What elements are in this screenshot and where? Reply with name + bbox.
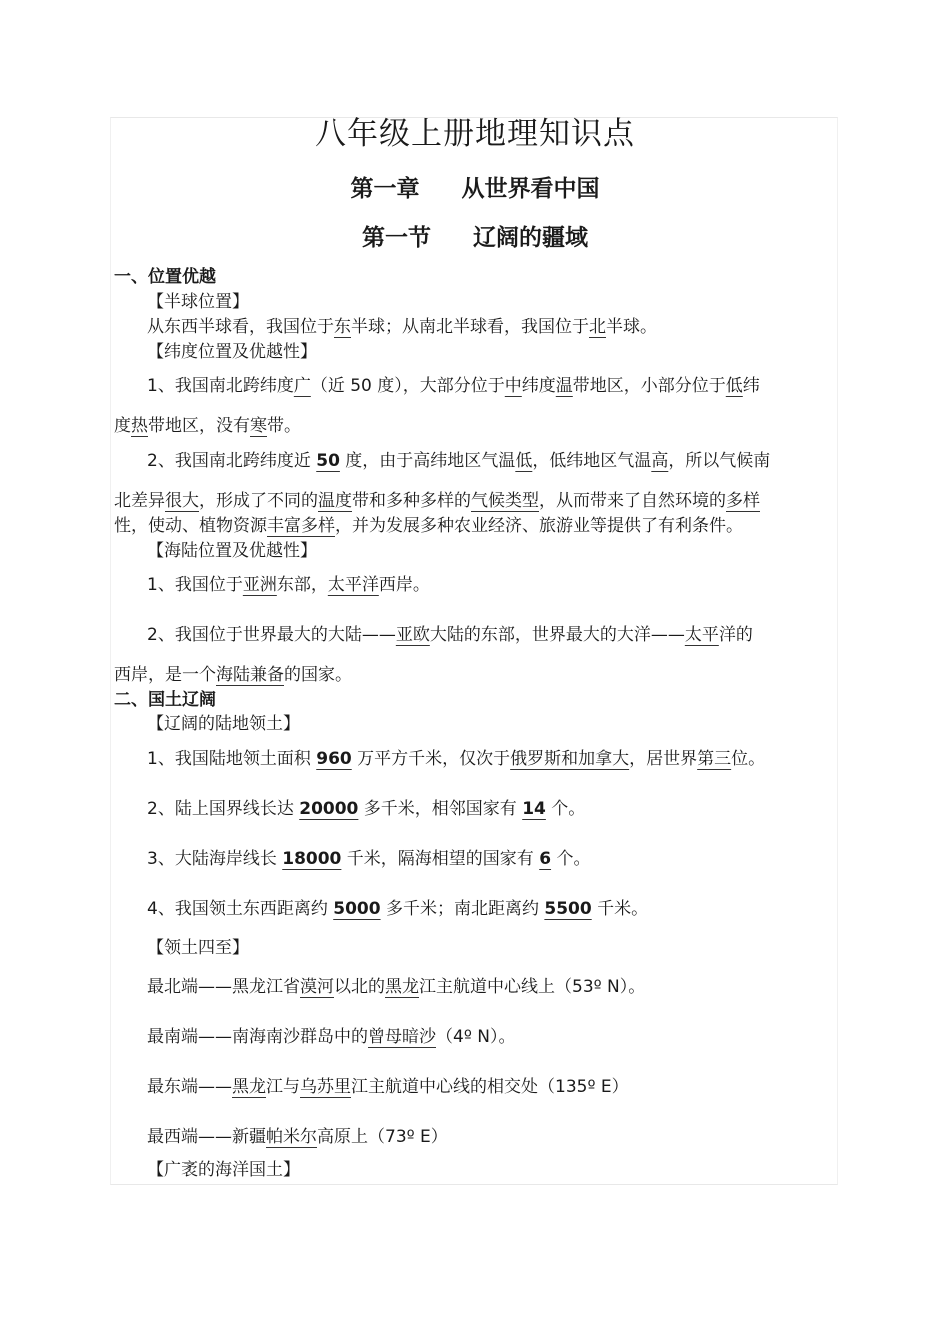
text-fragment: 1、我国位于 — [147, 575, 243, 595]
text-fragment: 亚洲 — [242, 575, 277, 595]
text-fragment: 最西端——新疆 — [147, 1127, 266, 1147]
text-fragment: 北差异 — [114, 491, 165, 511]
text-fragment: 帕米尔 — [266, 1127, 317, 1147]
heading-territory: 二、国土辽阔 — [114, 690, 216, 710]
text-fragment: 丰富多样 — [267, 516, 335, 536]
text-fragment: 很大 — [165, 491, 199, 511]
text-fragment: 万平方千米，仅次于 — [351, 749, 511, 769]
subheading-ocean: 【广袤的海洋国土】 — [147, 1160, 300, 1180]
text-fragment: 带。 — [267, 416, 301, 436]
text-fragment: 最东端—— — [147, 1077, 232, 1097]
text-sea-land-2b — [114, 665, 352, 685]
chapter-name: 从世界看中国 — [461, 176, 600, 202]
text-latitude-2c — [114, 516, 743, 536]
section-name: 辽阔的疆域 — [473, 225, 588, 251]
text-fragment: 高原上（73º E） — [317, 1127, 448, 1147]
text-fragment: 14 — [522, 799, 546, 819]
text-fragment: 个。 — [551, 849, 591, 869]
text-fragment: 的国家。 — [284, 665, 352, 685]
text-fragment: （近 50 度），大部分位于 — [310, 376, 505, 396]
text-fragment: 50 — [316, 451, 340, 471]
text-fragment: 东部， — [276, 575, 328, 595]
text-fragment: 俄罗斯和加拿大 — [510, 749, 630, 769]
text-south-end — [147, 1027, 515, 1047]
text-fragment: 乌苏里 — [300, 1077, 351, 1097]
text-fragment: 海陆兼备 — [216, 665, 284, 685]
section-number: 第一节 — [362, 225, 431, 251]
text-fragment: 寒 — [250, 416, 267, 436]
chapter-number: 第一章 — [350, 176, 420, 202]
subheading-latitude: 【纬度位置及优越性】 — [147, 342, 317, 362]
text-fragment: ，低纬地区气温 — [532, 451, 652, 471]
text-fragment: 太平 — [684, 625, 719, 645]
document-title: 八年级上册地理知识点 — [315, 116, 635, 152]
text-land-2 — [147, 799, 585, 819]
text-fragment: 亚欧 — [395, 625, 430, 645]
text-fragment: 2、陆上国界线长达 — [147, 799, 300, 819]
text-fragment: ，形成了不同的 — [199, 491, 318, 511]
text-fragment: 北 — [589, 317, 606, 337]
text-fragment: 气候类型 — [471, 491, 539, 511]
text-fragment: 3、大陆海岸线长 — [147, 849, 283, 869]
text-fragment: 半球。 — [606, 317, 657, 337]
text-fragment: 位。 — [731, 749, 766, 769]
text-latitude-1b — [114, 416, 301, 436]
text-sea-land-1 — [147, 575, 430, 595]
text-fragment: 大陆的东部，世界最大的大洋—— — [429, 625, 685, 645]
text-fragment: 江主航道中心线的相交处（135º E） — [351, 1077, 629, 1097]
text-fragment: 热 — [131, 416, 148, 436]
text-fragment: 西岸，是一个 — [114, 665, 216, 685]
chapter-title — [0, 170, 950, 203]
text-fragment: 洋的 — [718, 625, 753, 645]
text-north-end — [147, 977, 645, 997]
text-fragment: 从东西半球看，我国位于 — [147, 317, 334, 337]
text-fragment: 带地区，没有 — [148, 416, 250, 436]
text-fragment: 漠河 — [300, 977, 334, 997]
text-fragment: 1、我国南北跨纬度 — [147, 376, 294, 396]
text-fragment: 半球；从南北半球看，我国位于 — [351, 317, 589, 337]
text-fragment: 20000 — [299, 799, 359, 819]
text-fragment: 第三 — [697, 749, 732, 769]
text-land-1 — [147, 749, 765, 769]
text-fragment: 西岸。 — [378, 575, 430, 595]
text-fragment: 温度 — [318, 491, 352, 511]
text-fragment: 以北的 — [334, 977, 385, 997]
text-fragment: 带地区，小部分位于 — [572, 376, 726, 396]
text-fragment: 温 — [555, 376, 573, 396]
text-fragment: 960 — [316, 749, 352, 769]
text-fragment: （4º N）。 — [436, 1027, 516, 1047]
text-fragment: 黑龙 — [232, 1077, 266, 1097]
text-fragment: 6 — [539, 849, 552, 869]
subheading-extremes: 【领土四至】 — [147, 938, 249, 958]
text-hemisphere — [147, 317, 657, 337]
text-fragment: 东 — [334, 317, 351, 337]
text-fragment: 多千米；南北距离约 — [380, 899, 545, 919]
text-fragment: 5500 — [544, 899, 592, 919]
text-fragment: 中 — [504, 376, 522, 396]
text-latitude-1a — [147, 376, 760, 396]
text-fragment: 江主航道中心线上（53º N）。 — [419, 977, 646, 997]
text-land-3 — [147, 849, 590, 869]
section-title — [0, 219, 950, 252]
text-fragment: 低 — [725, 376, 743, 396]
text-fragment: ，从而带来了自然环境的 — [539, 491, 726, 511]
text-latitude-2a — [147, 451, 770, 471]
text-fragment: 个。 — [545, 799, 586, 819]
subheading-hemisphere: 【半球位置】 — [147, 292, 249, 312]
text-fragment: 2、我国南北跨纬度近 — [147, 451, 317, 471]
text-latitude-2b — [114, 491, 760, 511]
text-fragment: 2、我国位于世界最大的大陆—— — [147, 625, 396, 645]
text-fragment: 性，使动、植物资源 — [114, 516, 267, 536]
text-land-4 — [147, 899, 648, 919]
text-fragment: 太平洋 — [327, 575, 379, 595]
text-fragment: 纬 — [742, 376, 760, 396]
text-fragment: 5000 — [333, 899, 381, 919]
text-fragment: ，并为发展多种农业经济、旅游业等提供了有利条件。 — [335, 516, 743, 536]
text-fragment: 18000 — [282, 849, 342, 869]
text-fragment: 千米。 — [591, 899, 649, 919]
page-frame — [110, 117, 838, 1185]
text-fragment: 千米，隔海相望的国家有 — [341, 849, 540, 869]
text-fragment: 多千米，相邻国家有 — [358, 799, 523, 819]
text-sea-land-2a — [147, 625, 753, 645]
subheading-sea-land: 【海陆位置及优越性】 — [147, 541, 317, 561]
text-west-end — [147, 1127, 448, 1147]
text-fragment: 多样 — [726, 491, 760, 511]
subheading-land: 【辽阔的陆地领土】 — [147, 714, 300, 734]
heading-location: 一、位置优越 — [114, 267, 216, 287]
text-fragment: 纬度 — [521, 376, 556, 396]
text-fragment: 高 — [651, 451, 669, 471]
text-fragment: 度，由于高纬地区气温 — [339, 451, 516, 471]
text-fragment: 曾母暗沙 — [368, 1027, 436, 1047]
text-fragment: 广 — [293, 376, 311, 396]
text-fragment: 低 — [515, 451, 533, 471]
text-fragment: ，居世界 — [629, 749, 698, 769]
text-fragment: 黑龙 — [385, 977, 419, 997]
text-fragment: 1、我国陆地领土面积 — [147, 749, 317, 769]
text-fragment: ，所以气候南 — [668, 451, 771, 471]
text-fragment: 最南端——南海南沙群岛中的 — [147, 1027, 368, 1047]
text-fragment: 4、我国领土东西距离约 — [147, 899, 334, 919]
text-fragment: 江与 — [266, 1077, 300, 1097]
text-east-end — [147, 1077, 629, 1097]
text-fragment: 带和多种多样的 — [352, 491, 471, 511]
text-fragment: 最北端——黑龙江省 — [147, 977, 300, 997]
text-fragment: 度 — [114, 416, 131, 436]
